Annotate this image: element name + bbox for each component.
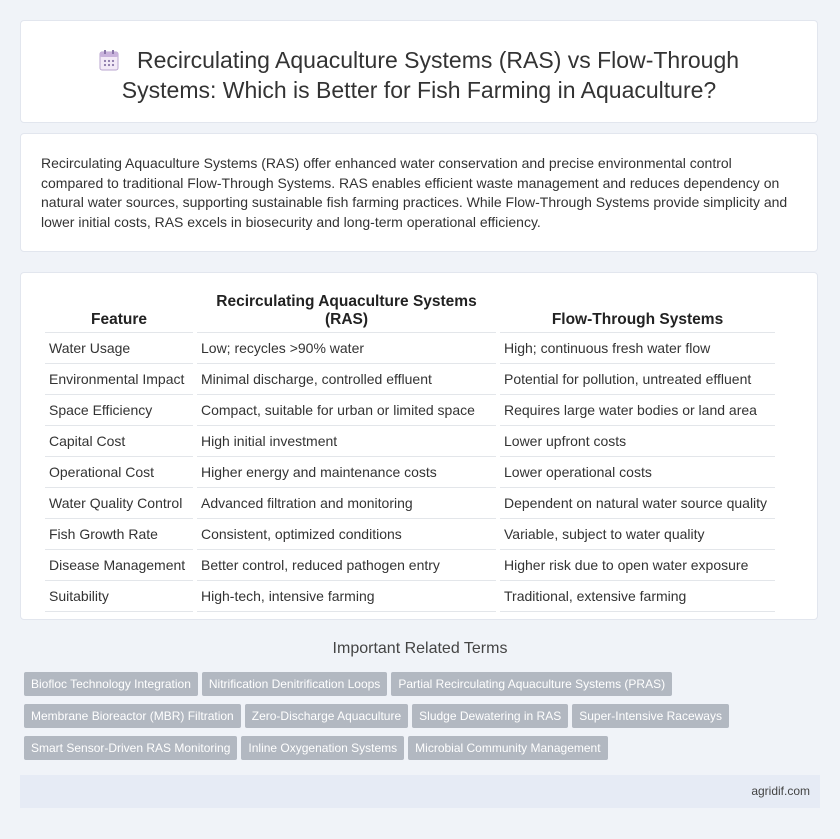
cell-feature: Water Quality Control — [45, 487, 193, 518]
intro-paragraph: Recirculating Aquaculture Systems (RAS) offer enhanced water conservation and precise environmental control compared to traditional Flow-Through Systems. RAS enables efficient waste management and reduces dependency on natural water sources, supporting sustainable fish farming practices. While Flow-Through Systems provide simplicity and lower initial costs, RAS excels in biosecurity and long-term operational efficiency. — [41, 155, 788, 230]
table-row — [45, 549, 775, 580]
related-term-tag[interactable]: Microbial Community Management — [408, 736, 607, 760]
table-row — [45, 332, 775, 363]
cell-flow-through: High; continuous fresh water flow — [500, 332, 775, 363]
related-term-tag[interactable]: Inline Oxygenation Systems — [241, 736, 404, 760]
header-feature: Feature — [91, 311, 147, 328]
cell-feature: Operational Cost — [45, 456, 193, 487]
cell-flow-through: Lower upfront costs — [500, 425, 775, 456]
intro-card — [20, 133, 818, 252]
table-row — [45, 518, 775, 549]
related-term-tag[interactable]: Smart Sensor-Driven RAS Monitoring — [24, 736, 237, 760]
cell-flow-through: Requires large water bodies or land area — [500, 394, 775, 425]
cell-ras: Advanced filtration and monitoring — [197, 487, 496, 518]
cell-feature: Water Usage — [45, 332, 193, 363]
table-body — [45, 332, 775, 612]
cell-ras: Compact, suitable for urban or limited space — [197, 394, 496, 425]
cell-ras: Consistent, optimized conditions — [197, 518, 496, 549]
related-term-tag[interactable]: Sludge Dewatering in RAS — [412, 704, 568, 728]
page-title-text: Recirculating Aquaculture Systems (RAS) vs Flow-Through Systems: Which is Better for Fish Farming in Aquaculture? — [121, 47, 740, 103]
table-row — [45, 425, 775, 456]
cell-ras: Higher energy and maintenance costs — [197, 456, 496, 487]
cell-flow-through: Higher risk due to open water exposure — [500, 549, 775, 580]
cell-feature: Environmental Impact — [45, 363, 193, 394]
cell-feature: Space Efficiency — [45, 394, 193, 425]
cell-ras: Better control, reduced pathogen entry — [197, 549, 496, 580]
cell-flow-through: Variable, subject to water quality — [500, 518, 775, 549]
cell-ras: High-tech, intensive farming — [197, 580, 496, 612]
table-row — [45, 456, 775, 487]
calendar-icon — [99, 49, 119, 71]
header-flow-through: Flow-Through Systems — [551, 311, 724, 328]
cell-ras: Low; recycles >90% water — [197, 332, 496, 363]
table-row — [45, 487, 775, 518]
related-term-tag[interactable]: Zero-Discharge Aquaculture — [245, 704, 408, 728]
comparison-card — [20, 272, 818, 620]
page-title — [21, 21, 817, 105]
cell-feature: Disease Management — [45, 549, 193, 580]
related-term-tag[interactable]: Membrane Bioreactor (MBR) Filtration — [24, 704, 241, 728]
cell-flow-through: Lower operational costs — [500, 456, 775, 487]
cell-feature: Fish Growth Rate — [45, 518, 193, 549]
related-term-tag[interactable]: Nitrification Denitrification Loops — [202, 672, 387, 696]
comparison-table — [41, 293, 779, 612]
table-row — [45, 394, 775, 425]
related-terms-list — [24, 672, 814, 768]
header-ras: Recirculating Aquaculture Systems (RAS) — [216, 293, 477, 328]
cell-ras: Minimal discharge, controlled effluent — [197, 363, 496, 394]
related-term-tag[interactable]: Biofloc Technology Integration — [24, 672, 198, 696]
cell-flow-through: Potential for pollution, untreated effluent — [500, 363, 775, 394]
table-row — [45, 580, 775, 612]
cell-feature: Suitability — [45, 580, 193, 612]
title-card — [20, 20, 818, 123]
related-term-tag[interactable]: Super-Intensive Raceways — [572, 704, 729, 728]
table-header-row — [45, 293, 775, 332]
cell-feature: Capital Cost — [45, 425, 193, 456]
related-terms-heading: Important Related Terms — [332, 640, 508, 657]
footer — [20, 775, 820, 808]
table-row — [45, 363, 775, 394]
footer-site[interactable]: agridif.com — [751, 784, 810, 798]
cell-ras: High initial investment — [197, 425, 496, 456]
cell-flow-through: Dependent on natural water source quality — [500, 487, 775, 518]
related-term-tag[interactable]: Partial Recirculating Aquaculture Systems (PRAS) — [391, 672, 672, 696]
cell-flow-through: Traditional, extensive farming — [500, 580, 775, 612]
